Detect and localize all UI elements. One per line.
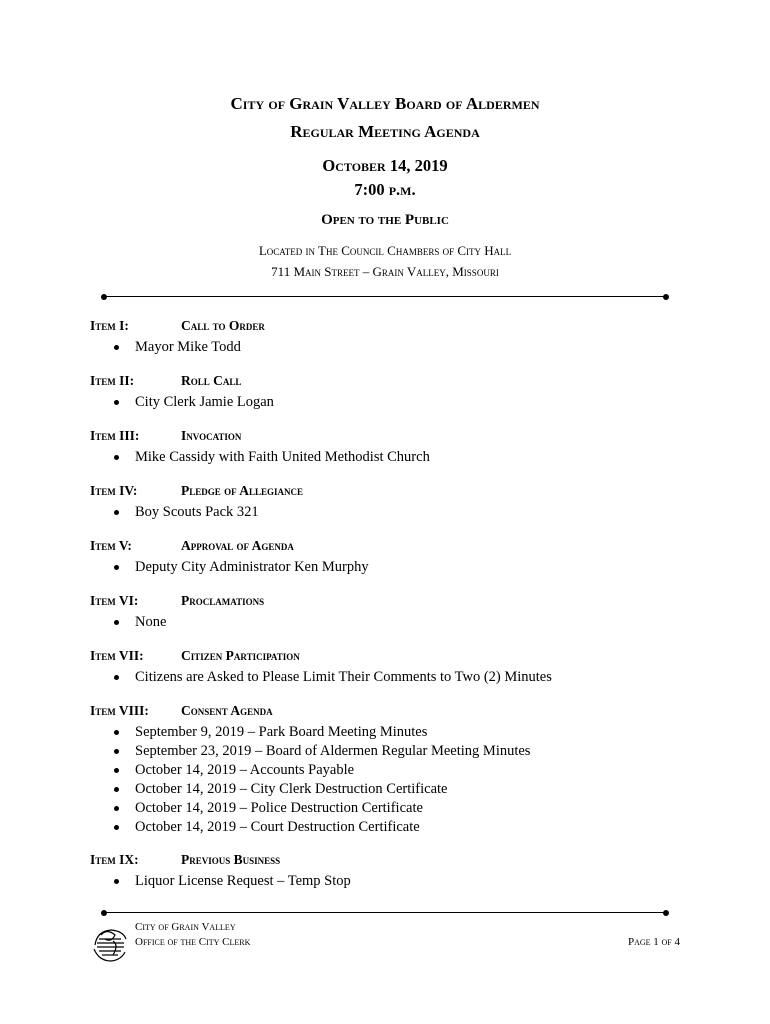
agenda-item-title: Pledge of Allegiance — [181, 483, 304, 498]
agenda-item-number: Item VIII: — [90, 703, 149, 718]
agenda-item-number: Item III: — [90, 428, 140, 443]
agenda-title: City of Grain Valley Board of Aldermen — [230, 94, 540, 113]
agenda-bullet: October 14, 2019 – City Clerk Destruction Certificate — [90, 780, 730, 799]
agenda-item-heading — [90, 373, 730, 393]
agenda-bullet: None — [90, 613, 730, 632]
agenda-item-number: Item V: — [90, 538, 132, 553]
agenda-item-title: Call to Order — [181, 318, 265, 333]
agenda-item — [90, 703, 730, 837]
agenda-bullet: Mayor Mike Todd — [90, 338, 730, 357]
agenda-bullet: Liquor License Request – Temp Stop — [90, 872, 730, 891]
agenda-bullet: City Clerk Jamie Logan — [90, 393, 730, 412]
agenda-item-title: Consent Agenda — [181, 703, 273, 718]
agenda-item — [90, 852, 730, 891]
agenda-item-heading — [90, 703, 730, 723]
meeting-date: October 14, 2019 — [322, 156, 448, 175]
agenda-item-title: Roll Call — [181, 373, 242, 388]
agenda-item-bullets — [90, 668, 730, 687]
agenda-item-number: Item II: — [90, 373, 135, 388]
location-line-2: 711 Main Street – Grain Valley, Missouri — [271, 264, 499, 279]
agenda-item — [90, 648, 730, 687]
agenda-item-title: Proclamations — [181, 593, 265, 608]
agenda-item-bullets — [90, 393, 730, 412]
agenda-item-heading — [90, 318, 730, 338]
footer-org-line-2: Office of the City Clerk — [135, 936, 251, 948]
agenda-item-title: Citizen Participation — [181, 648, 300, 663]
agenda-bullet: September 9, 2019 – Park Board Meeting Minutes — [90, 723, 730, 742]
agenda-item-bullets — [90, 448, 730, 467]
agenda-bullet: Citizens are Asked to Please Limit Their Comments to Two (2) Minutes — [90, 668, 730, 687]
agenda-item-number: Item I: — [90, 318, 129, 333]
agenda-item-bullets — [90, 558, 730, 577]
agenda-bullet: September 23, 2019 – Board of Aldermen Regular Meeting Minutes — [90, 742, 730, 761]
agenda-item-bullets — [90, 338, 730, 357]
agenda-bullet: October 14, 2019 – Accounts Payable — [90, 761, 730, 780]
agenda-item-title: Approval of Agenda — [181, 538, 294, 553]
agenda-item-heading — [90, 428, 730, 448]
agenda-bullet: Mike Cassidy with Faith United Methodist Church — [90, 448, 730, 467]
agenda-item — [90, 538, 730, 577]
footer-divider — [104, 912, 666, 913]
agenda-item-heading — [90, 538, 730, 558]
agenda-item-bullets — [90, 872, 730, 891]
agenda-item — [90, 373, 730, 412]
agenda-item-heading — [90, 648, 730, 668]
agenda-item — [90, 428, 730, 467]
agenda-item-number: Item VII: — [90, 648, 144, 663]
agenda-item-heading — [90, 593, 730, 613]
agenda-bullet: Deputy City Administrator Ken Murphy — [90, 558, 730, 577]
agenda-item-bullets — [90, 503, 730, 522]
agenda-item-number: Item IV: — [90, 483, 138, 498]
agenda-item — [90, 593, 730, 632]
agenda-item-heading — [90, 483, 730, 503]
agenda-item-bullets — [90, 613, 730, 632]
agenda-item-heading — [90, 852, 730, 872]
location-line-1: Located in The Council Chambers of City Hall — [258, 243, 512, 258]
footer-org-line-1: City of Grain Valley — [135, 921, 236, 933]
open-to-public: Open to the Public — [321, 212, 449, 228]
agenda-item-title: Invocation — [181, 428, 242, 443]
city-seal-icon — [91, 925, 129, 965]
agenda-item-title: Previous Business — [181, 852, 281, 867]
page-number: Page 1 of 4 — [627, 936, 680, 948]
agenda-subtitle: Regular Meeting Agenda — [290, 122, 480, 141]
header-divider — [104, 296, 666, 297]
agenda-item-bullets — [90, 723, 730, 837]
agenda-bullet: October 14, 2019 – Police Destruction Certificate — [90, 799, 730, 818]
agenda-bullet: Boy Scouts Pack 321 — [90, 503, 730, 522]
meeting-time: 7:00 p.m. — [354, 180, 416, 199]
agenda-item-number: Item VI: — [90, 593, 139, 608]
agenda-item — [90, 483, 730, 522]
agenda-item — [90, 318, 730, 357]
agenda-item-number: Item IX: — [90, 852, 139, 867]
agenda-bullet: October 14, 2019 – Court Destruction Certificate — [90, 818, 730, 837]
